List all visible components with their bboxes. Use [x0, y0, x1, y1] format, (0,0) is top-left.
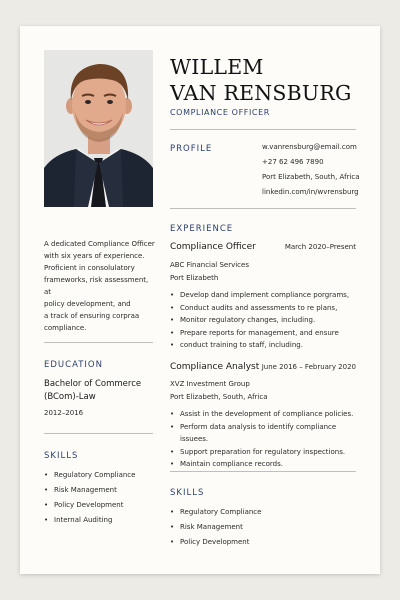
job-company: XVZ Investment Group [170, 380, 250, 388]
job-title: COMPLIANCE OFFICER [170, 108, 270, 117]
summary-line: with six years of experience. [44, 252, 145, 260]
summary-line: frameworks, risk assessment, at [44, 276, 149, 296]
education-years: 2012–2016 [44, 409, 84, 417]
contact-email[interactable]: w.vanrensburg@email.com [262, 143, 357, 151]
header-divider [170, 129, 356, 130]
experience-heading: EXPERIENCE [170, 224, 234, 234]
summary-divider [44, 342, 153, 343]
name-last: VAN RENSBURG [170, 81, 352, 105]
skills-right-list [170, 505, 261, 550]
skill-item: • Risk Management [170, 520, 261, 535]
job-1-bullets [170, 289, 360, 352]
job-dates: June 2016 – February 2020 [261, 363, 356, 371]
summary-line: compliance. [44, 324, 87, 332]
profile-divider [170, 208, 356, 209]
job-bullet: • Prepare reports for management, and ensure [170, 327, 360, 340]
portrait-illustration [44, 50, 153, 207]
degree-name: Bachelor of Commerce [44, 379, 142, 389]
job-city: Port Elizabeth, South, Africa [170, 393, 268, 401]
skill-item: • Risk Management [44, 483, 135, 498]
contact-linkedin[interactable]: linkedin.com/in/wvrensburg [262, 188, 359, 196]
skill-item: • Regulatory Compliance [44, 468, 135, 483]
job-bullet: • Develop dand implement compliance porgrams, [170, 289, 360, 302]
job-entry-2 [170, 362, 356, 372]
job-bullet: • Maintain compliance records. [170, 458, 365, 471]
name-first: WILLEM [170, 55, 264, 79]
degree-major: (BCom)-Law [44, 392, 96, 402]
summary-line: Proficient in consolulatory [44, 264, 135, 272]
profile-heading: PROFILE [170, 144, 213, 154]
education-divider [44, 433, 153, 434]
job-bullet: • Conduct audits and assessments to re plans, [170, 302, 360, 315]
summary-text [44, 238, 156, 334]
job-bullet [170, 339, 360, 352]
job-bullet: • Assist in the development of compliance policies. [170, 408, 365, 421]
summary-line: a track of ensuring corpraa [44, 312, 140, 320]
job-company: ABC Financial Services [170, 261, 249, 269]
job-city: Port Elizabeth [170, 274, 219, 282]
skill-item: • Policy Development [44, 498, 135, 513]
job-2-bullets [170, 408, 365, 471]
skill-item: • Internal Auditing [44, 513, 135, 528]
skills-left-heading: SKILLS [44, 451, 79, 461]
education-heading: EDUCATION [44, 360, 103, 370]
job-role: Compliance Officer [170, 242, 256, 252]
skill-item: • Regulatory Compliance [170, 505, 261, 520]
skills-right-heading: SKILLS [170, 488, 205, 498]
skills-left-list [44, 468, 135, 528]
job-dates: March 2020–Present [284, 243, 356, 251]
summary-line: policy development, and [44, 300, 131, 308]
candidate-name [170, 54, 370, 106]
resume-page [20, 26, 380, 574]
job-bullet: • Perform data analysis to identify compliance issuees. [170, 421, 365, 446]
profile-photo [44, 50, 153, 207]
contact-location: Port Elizabeth, South, Africa [262, 173, 360, 181]
summary-line: A dedicated Compliance Officer [44, 240, 155, 248]
job-bullet: • Support preparation for regulatory inspections. [170, 446, 365, 459]
degree [44, 378, 164, 404]
job-bullet-text: conduct training to staff, including. [180, 341, 303, 349]
contact-phone: +27 62 496 7890 [262, 158, 324, 166]
experience-divider [170, 471, 356, 472]
job-bullet: • Monitor regulatory changes, including. [170, 314, 360, 327]
job-entry-1 [170, 242, 356, 252]
job-role: Compliance Analyst [170, 362, 260, 372]
skill-item: • Policy Development [170, 535, 261, 550]
